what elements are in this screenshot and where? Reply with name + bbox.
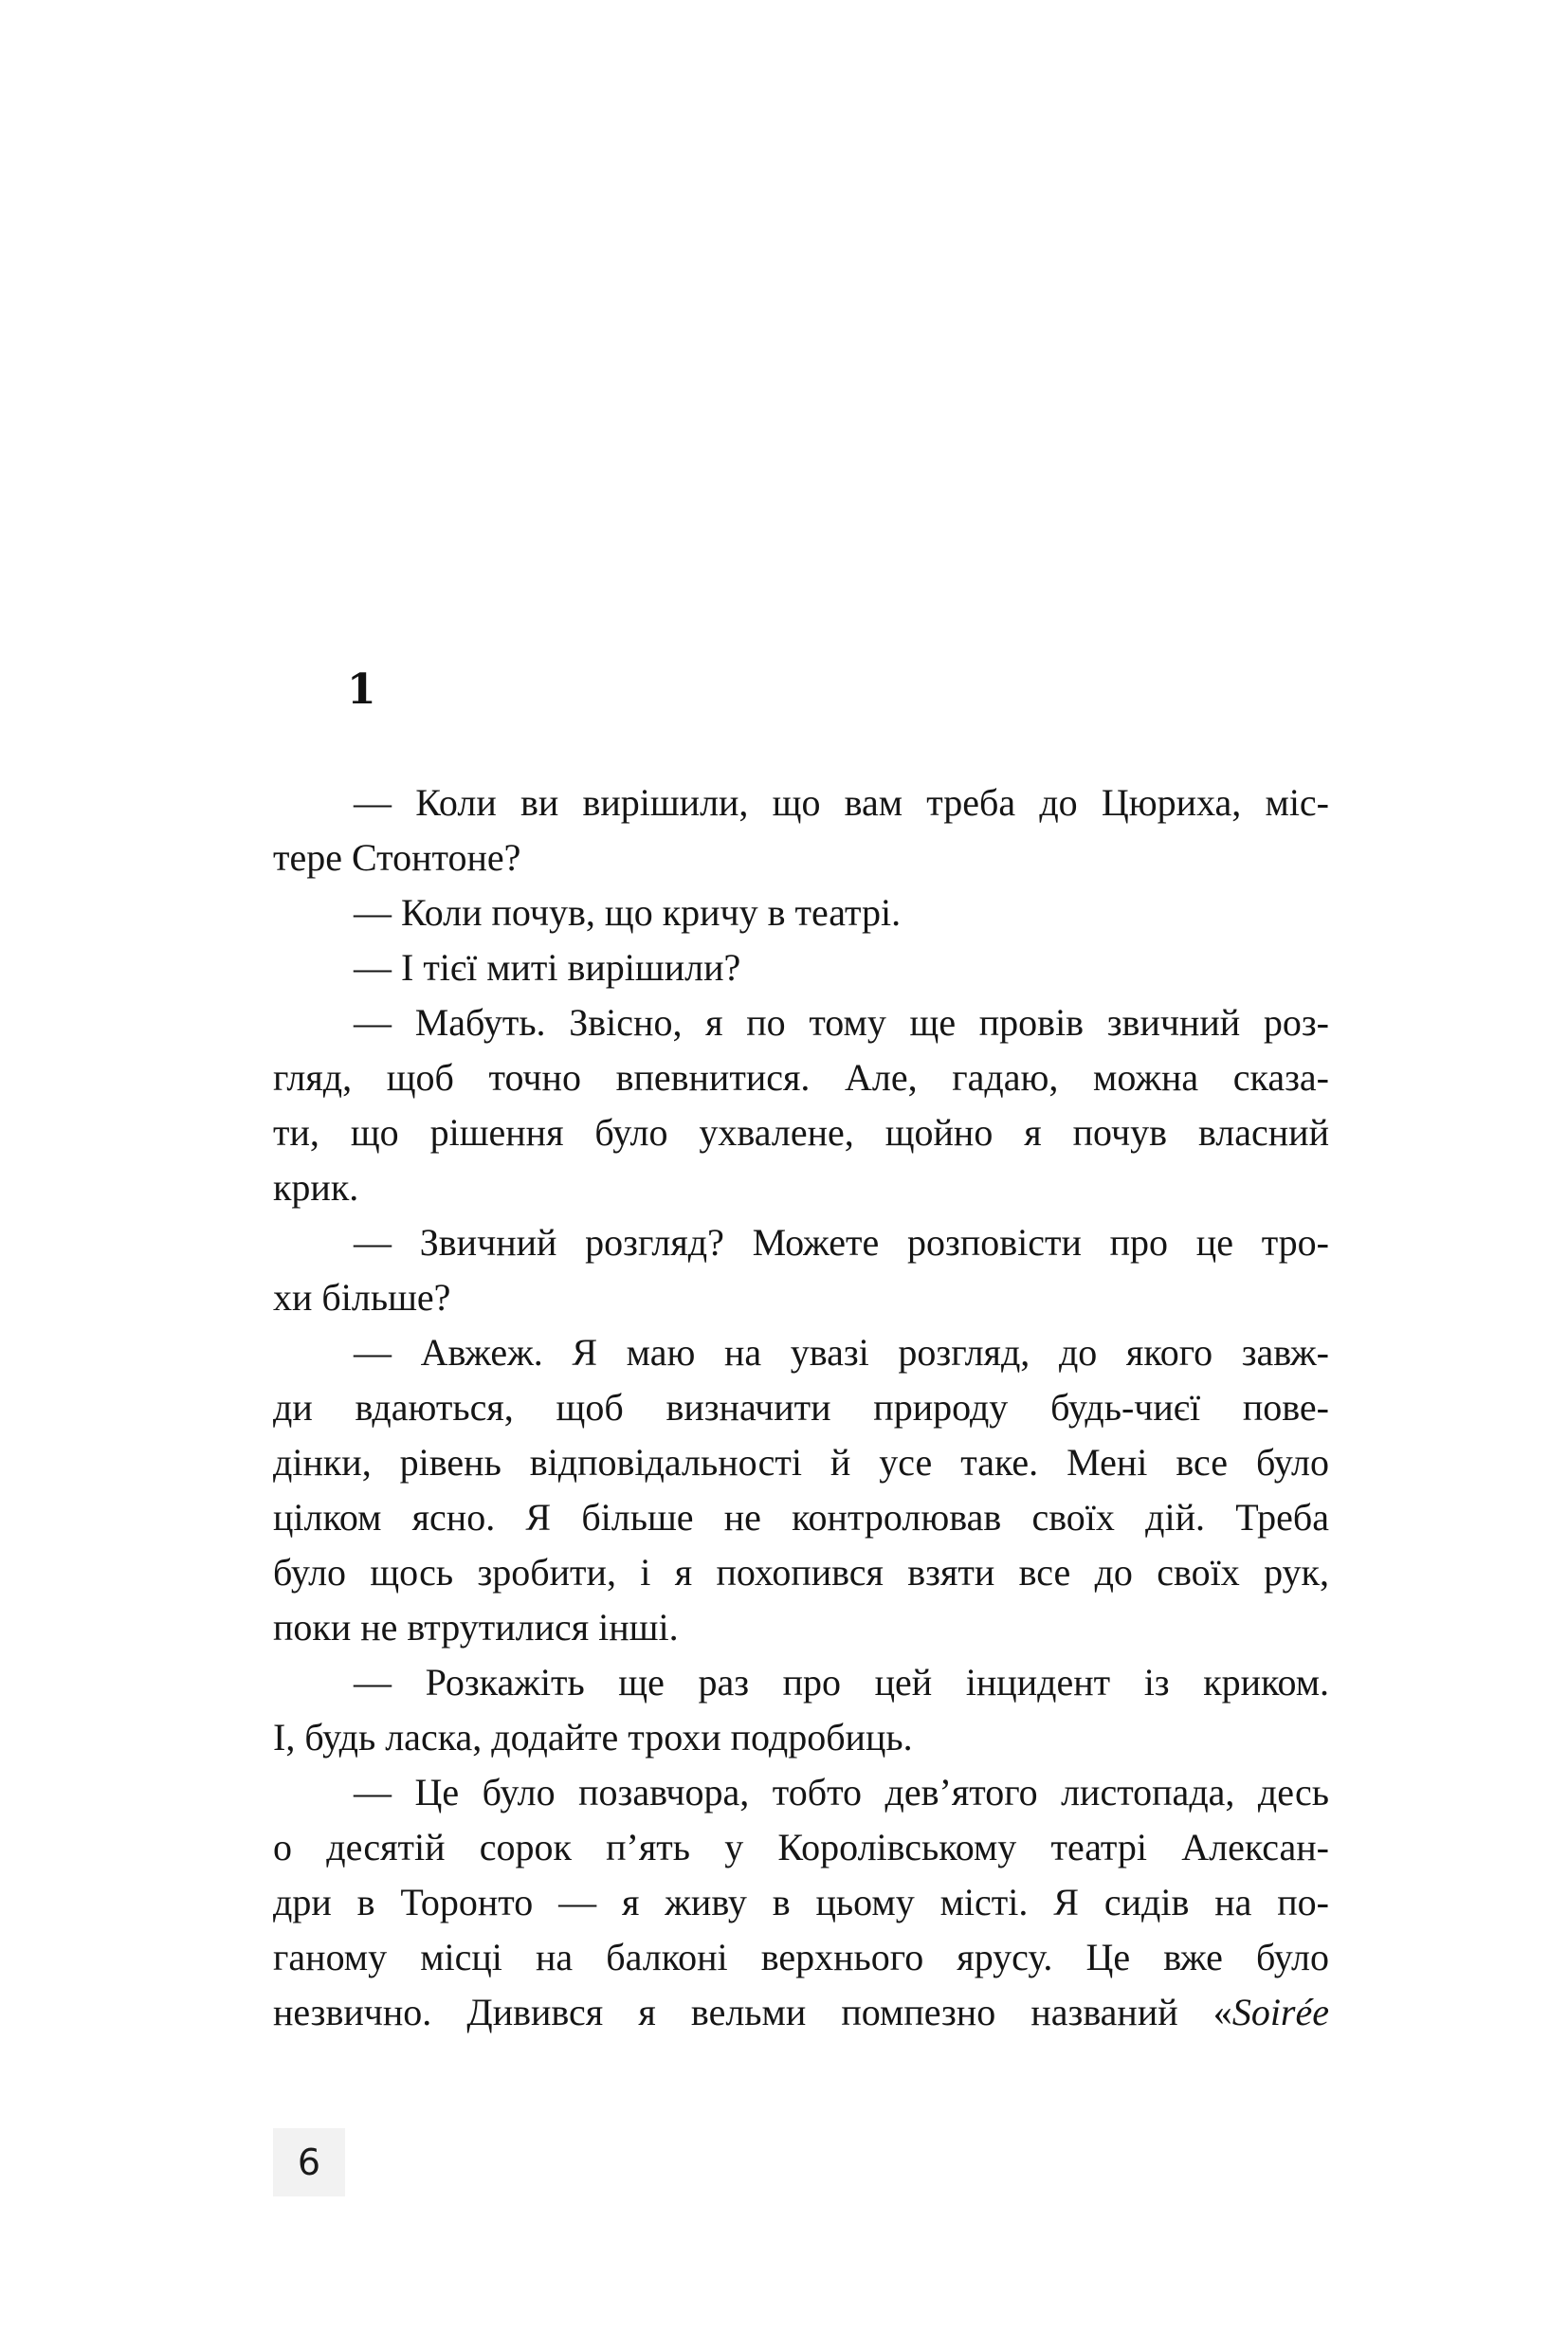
paragraph <box>273 775 1329 885</box>
text-line: поки не втрутилися інші. <box>273 1606 679 1649</box>
text-line: І, будь ласка, додайте трохи подробиць. <box>273 1716 913 1759</box>
text-segment: незвично. Дивився я вельми помпезно названий « <box>273 1991 1232 2033</box>
paragraph <box>273 1765 1329 2040</box>
text-line: — Розкажіть ще раз про цей інцидент із криком. <box>354 1661 1329 1704</box>
text-line: — Коли ви вирішили, що вам треба до Цюриха, міс- <box>354 781 1329 824</box>
paragraph <box>273 940 1329 995</box>
text-line: — Коли почув, що кричу в театрі. <box>354 891 902 934</box>
text-line: — Це було позавчора, тобто дев’ятого листопада, десь <box>354 1771 1329 1813</box>
text-line: ти, що рішення було ухвалене, щойно я почув власний <box>273 1111 1329 1154</box>
text-line: було щось зробити, і я похопився взяти все до своїх рук, <box>273 1551 1329 1594</box>
paragraph <box>273 885 1329 940</box>
text-line: гляд, щоб точно впевнитися. Але, гадаю, можна сказа- <box>273 1056 1329 1099</box>
text-line: — Звичний розгляд? Можете розповісти про це тро- <box>354 1221 1329 1264</box>
paragraph <box>273 995 1329 1215</box>
text-line <box>273 1985 1329 2040</box>
italic-text: Soirée <box>1231 1991 1329 2033</box>
text-line: ганому місці на балконі верхнього ярусу. Це вже було <box>273 1936 1329 1978</box>
text-line: — Авжеж. Я маю на увазі розгляд, до якого завж- <box>354 1331 1329 1374</box>
body-text <box>273 775 1329 2040</box>
text-line: тере Стонтоне? <box>273 836 521 879</box>
text-line: — Мабуть. Звісно, я по тому ще провів звичний роз- <box>354 1001 1329 1044</box>
page-number: 6 <box>297 2141 321 2183</box>
text-line: цілком ясно. Я більше не контролював своїх дій. Треба <box>273 1496 1329 1539</box>
text-line: дри в Торонто — я живу в цьому місті. Я сидів на по- <box>273 1881 1329 1923</box>
chapter-number: 1 <box>347 665 376 714</box>
text-line: о десятій сорок п’ять у Королівському театрі Алексан- <box>273 1826 1329 1868</box>
text-line: ди вдаються, щоб визначити природу будь-чиєї пове- <box>273 1386 1329 1429</box>
text-line: крик. <box>273 1166 359 1209</box>
paragraph <box>273 1215 1329 1325</box>
paragraph <box>273 1325 1329 1655</box>
text-line: дінки, рівень відповідальності й усе таке. Мені все було <box>273 1441 1329 1484</box>
text-line: — І тієї миті вирішили? <box>354 946 741 989</box>
page-number-badge <box>273 2128 345 2196</box>
paragraph <box>273 1655 1329 1765</box>
text-line: хи більше? <box>273 1276 451 1319</box>
